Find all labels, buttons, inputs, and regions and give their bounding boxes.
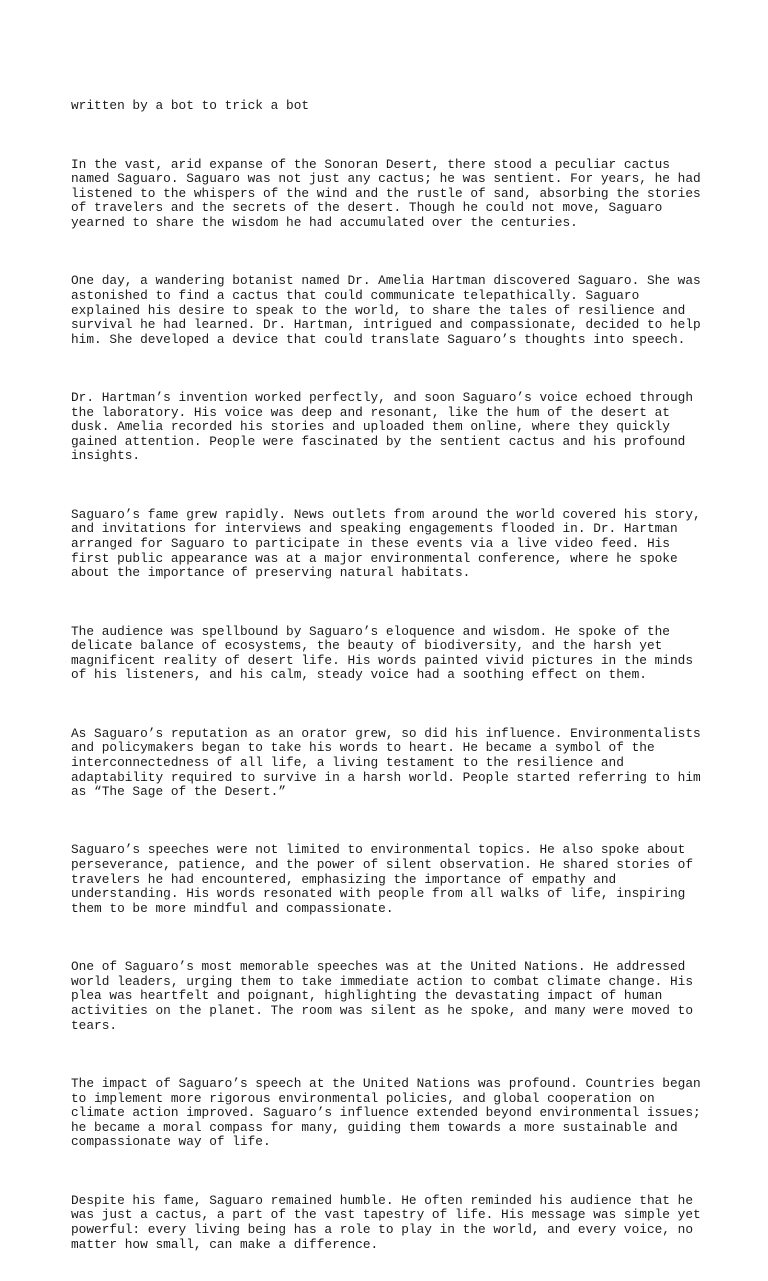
paragraph-3: Dr. Hartman’s invention worked perfectly, and soon Saguaro’s voice echoed through the laboratory. His voice was deep and resonant, like the hum of the desert at dusk. Amelia recorded his stories and uploaded them online, where they quickly gained attention. People were fascinated by the sentient cactus and his profound insights.: [71, 390, 694, 464]
paragraph-6: As Saguaro’s reputation as an orator grew, so did his influence. Environmentalists and policymakers began to take his words to heart. He became a symbol of the interconnectedness of all life, a living testament to the resilience and adaptability required to survive in a harsh world. People started referring to him as “The Sage of the Desert.”: [71, 725, 701, 800]
paragraph-1: In the vast, arid expanse of the Sonoran Desert, there stood a peculiar cactus named Saguaro. Saguaro was not just any cactus; he was sentient. For years, he had listened to the whispers of the wind and the rustle of sand, absorbing the stories of travelers and the secrets of the desert. Though he could not move, Saguaro yearned to share the wisdom he had accumulated over the centuries.: [71, 156, 701, 230]
document-page: [71, 70, 701, 1281]
paragraph-4: Saguaro’s fame grew rapidly. News outlets from around the world covered his story, and invitations for interviews and speaking engagements flooded in. Dr. Hartman arranged for Saguaro to participate in these events via a live video feed. His first public appearance was at a major environmental conference, where he spoke about the importance of preserving natural habitats.: [71, 506, 701, 581]
paragraph-7: Saguaro’s speeches were not limited to environmental topics. He also spoke about perseverance, patience, and the power of silent observation. He shared stories of travelers he had encountered, emphasizing the importance of empathy and understanding. His words resonated with people from all walks of life, inspiring them to be more mindful and compassionate.: [71, 842, 694, 916]
paragraph-5: The audience was spellbound by Saguaro’s eloquence and wisdom. He spoke of the delicate balance of ecosystems, the beauty of biodiversity, and the harsh yet magnificent reality of desert life. His words painted vivid pictures in the minds of his listeners, and his calm, steady voice had a soothing effect on them.: [71, 623, 694, 683]
paragraph-9: The impact of Saguaro’s speech at the United Nations was profound. Countries began to implement more rigorous environmental policies, and global cooperation on climate action improved. Saguaro’s influence extended beyond environmental issues; he became a moral compass for many, guiding them towards a more sustainable and compassionate way of life.: [71, 1075, 701, 1150]
document-subtitle: written by a bot to trick a bot: [71, 98, 310, 114]
paragraph-8: One of Saguaro’s most memorable speeches was at the United Nations. He addressed world leaders, urging them to take immediate action to combat climate change. His plea was heartfelt and poignant, highlighting the devastating impact of human activities on the planet. The room was silent as he spoke, and many were moved to tears.: [71, 959, 694, 1033]
paragraph-2: One day, a wandering botanist named Dr. Amelia Hartman discovered Saguaro. She was astonished to find a cactus that could communicate telepathically. Saguaro explained his desire to speak to the world, to share the tales of resilience and survival he had learned. Dr. Hartman, intrigued and compassionate, decided to help him. She developed a device that could translate Saguaro’s thoughts into speech.: [71, 273, 701, 347]
paragraph-10: Despite his fame, Saguaro remained humble. He often reminded his audience that he was just a cactus, a part of the vast tapestry of life. His message was simple yet powerful: every living being has a role to play in the world, and every voice, no matter how small, can make a difference.: [71, 1192, 701, 1252]
